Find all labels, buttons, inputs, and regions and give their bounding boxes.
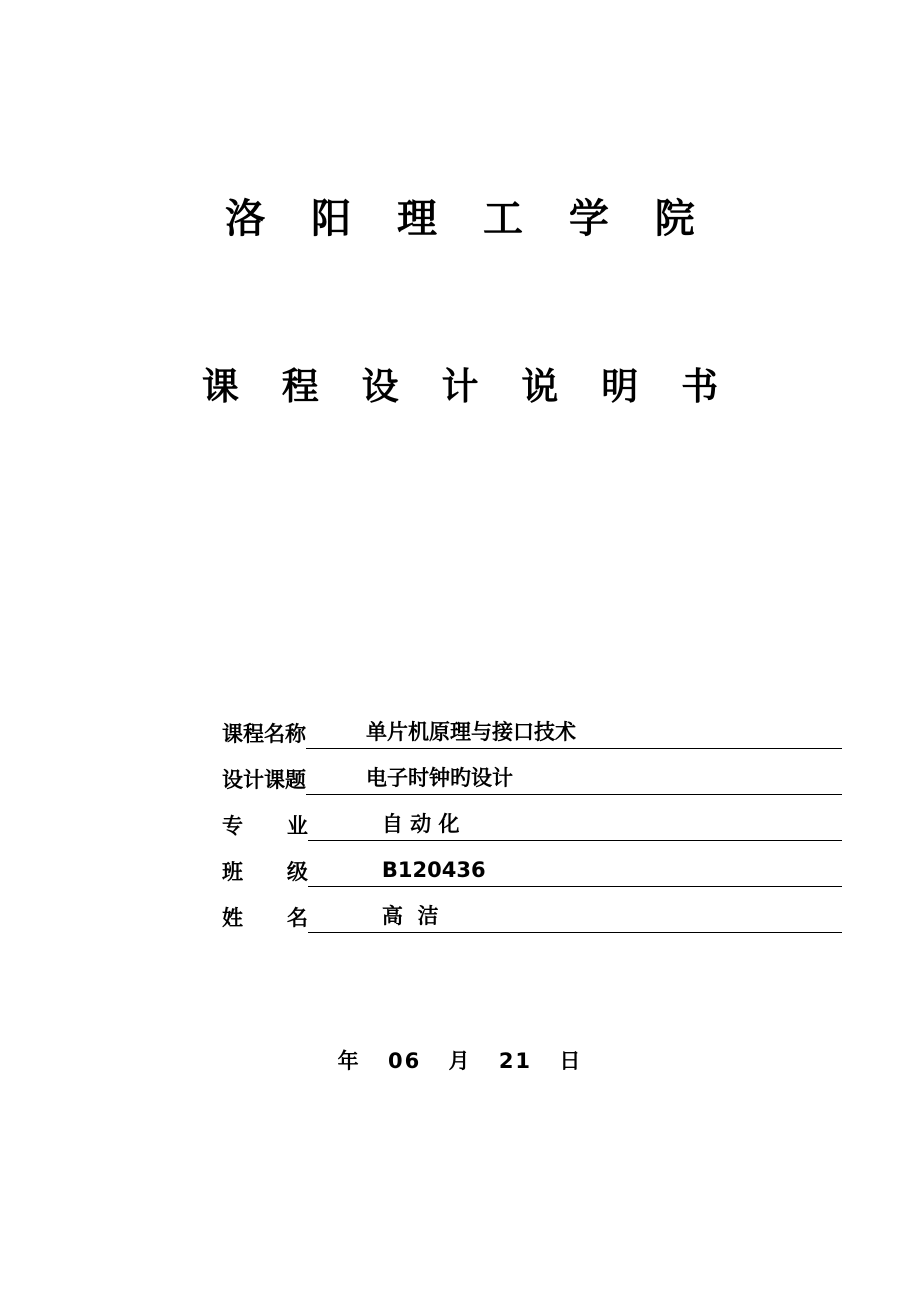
field-row-name [222,894,842,933]
date-year-label: 年 [337,1049,361,1073]
field-label: 专 业 [222,814,308,838]
field-value: 单片机原理与接口技术 [306,717,842,749]
date-line [0,1045,920,1075]
field-value: 电子时钟旳设计 [306,763,842,795]
field-value: B120436 [308,855,842,887]
date-day-label: 日 [559,1049,583,1073]
field-value: 自 动 化 [308,809,842,841]
document-type-title: 课 程 设 计 说 明 书 [201,365,734,408]
field-label: 班 级 [222,860,308,884]
field-row-course-name [222,710,842,749]
date-month-label: 月 [448,1049,472,1073]
field-row-design-topic [222,756,842,795]
field-row-major [222,802,842,841]
date-month-value: 06 [387,1049,422,1073]
field-label: 课程名称 [222,722,306,746]
field-label: 设计课题 [222,768,306,792]
institution-title: 洛 阳 理 工 学 院 [225,196,711,242]
title-block [0,195,920,243]
field-row-class [222,848,842,887]
field-label: 姓 名 [222,906,308,930]
field-list [222,710,842,940]
field-value: 高 洁 [308,901,842,933]
date-day-value: 21 [498,1049,533,1073]
